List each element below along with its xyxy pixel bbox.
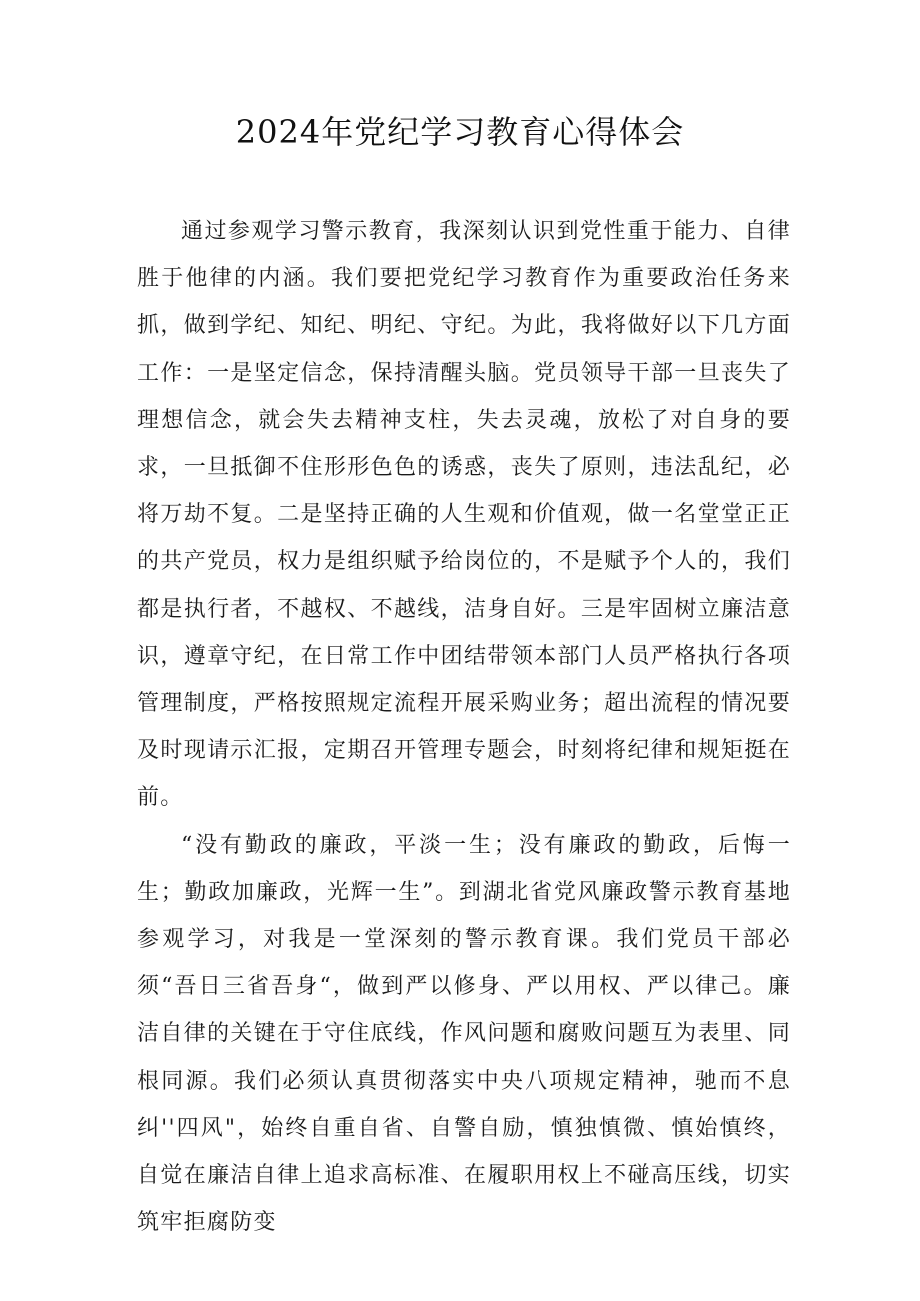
paragraph-1: 通过参观学习警示教育，我深刻认识到党性重于能力、自律胜于他律的内涵。我们要把党纪学习教育作为重要政治任务来抓，做到学纪、知纪、明纪、守纪。为此，我将做好以下几方面工作：一是坚定信念，保持清醒头脑。党员领导干部一旦丧失了理想信念，就会失去精神支柱，失去灵魂，放松了对自身的要求，一旦抵御不住形形色色的诱惑，丧失了原则，违法乱纪，必将万劫不复。二是坚持正确的人生观和价值观，做一名堂堂正正的共产党员，权力是组织赋予给岗位的，不是赋予个人的，我们都是执行者，不越权、不越线，洁身自好。三是牢固树立廉洁意识，遵章守纪，在日常工作中团结带领本部门人员严格执行各项管理制度，严格按照规定流程开展采购业务；超出流程的情况要及时现请示汇报，定期召开管理专题会，时刻将纪律和规矩挺在前。 bbox=[137, 219, 791, 811]
document-title: 2024年党纪学习教育心得体会 bbox=[235, 113, 685, 151]
document-body bbox=[137, 208, 791, 1246]
paragraph-2: “没有勤政的廉政，平淡一生；没有廉政的勤政，后悔一生；勤政加廉政，光辉一生”。到湖北省党风廉政警示教育基地参观学习，对我是一堂深刻的警示教育课。我们党员干部必须“吾日三省吾身“，做到严以修身、严以用权、严以律己。廉洁自律的关键在于守住底线，作风问题和腐败问题互为表里、同根同源。我们必须认真贯彻落实中央八项规定精神，驰而不息纠''四风"，始终自重自省、自警自励，慎独慎微、慎始慎终，自觉在廉洁自律上追求高标准、在履职用权上不碰高压线，切实筑牢拒腐防变 bbox=[137, 832, 791, 1236]
